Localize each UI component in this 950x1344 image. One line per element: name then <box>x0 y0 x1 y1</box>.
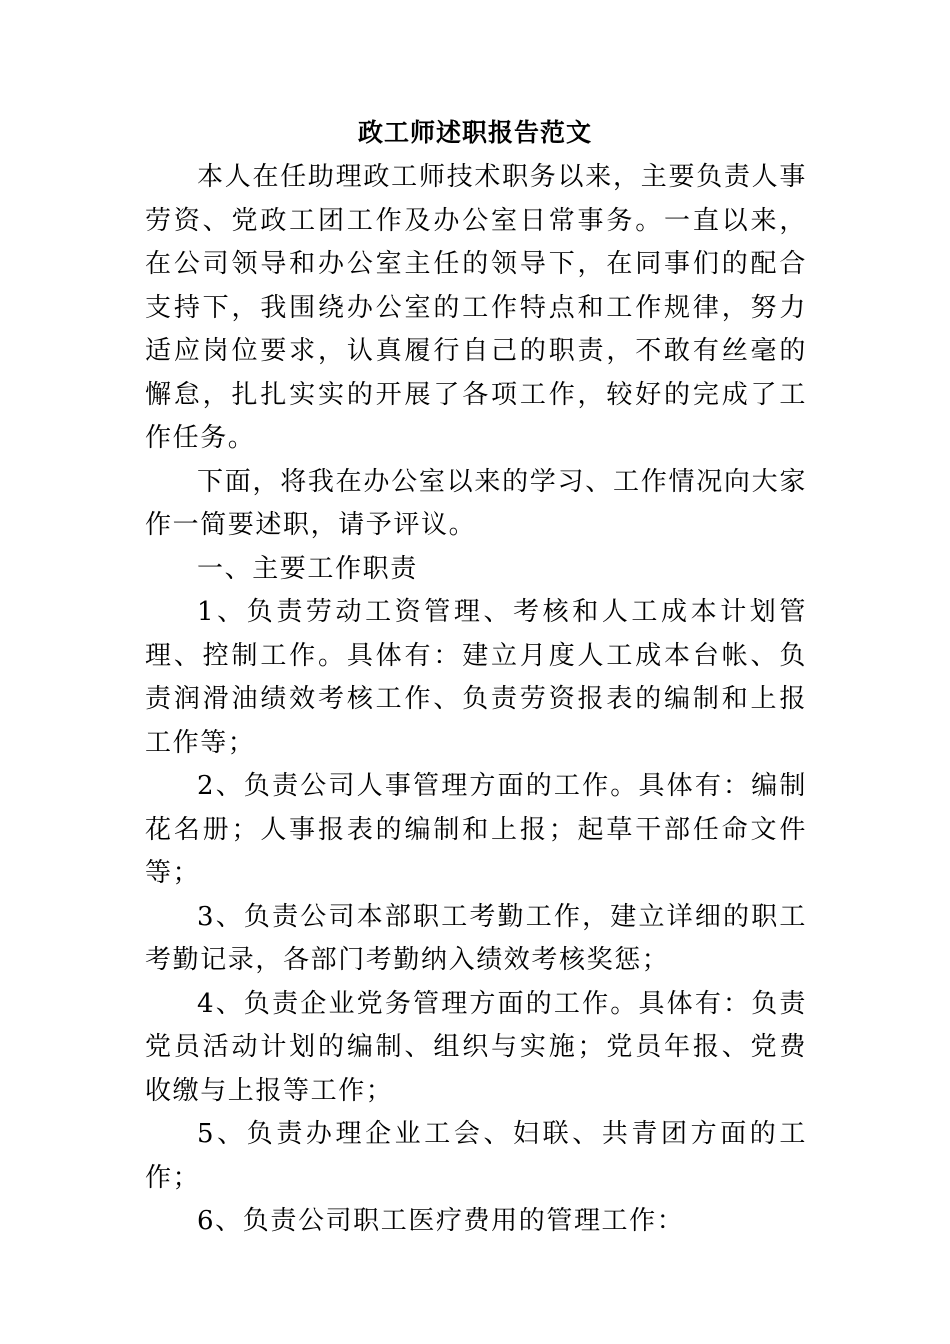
section-heading-main-duties: 一、主要工作职责 <box>197 553 418 584</box>
document-title: 政工师述职报告范文 <box>357 118 592 147</box>
duty-item-3: 3、负责公司本部职工考勤工作，建立详细的职工考勤记录，各部门考勤纳入绩效考核奖惩； <box>145 901 807 975</box>
duty-item-4: 4、负责企业党务管理方面的工作。具体有：负责党员活动计划的编制、组织与实施；党员年报、党费收缴与上报等工作； <box>145 988 807 1106</box>
paragraph-intro: 本人在任助理政工师技术职务以来，主要负责人事劳资、党政工团工作及办公室日常事务。一直以来，在公司领导和办公室主任的领导下，在同事们的配合支持下，我围绕办公室的工作特点和工作规律，努力适应岗位要求，认真履行自己的职责，不敢有丝毫的懈怠，扎扎实实的开展了各项工作，较好的完成了工作任务。 <box>145 162 807 453</box>
duty-item-5: 5、负责办理企业工会、妇联、共青团方面的工作； <box>145 1119 807 1193</box>
paragraph-report-intro: 下面，将我在办公室以来的学习、工作情况向大家作一简要述职，请予评议。 <box>145 466 807 540</box>
duty-item-6: 6、负责公司职工医疗费用的管理工作： <box>197 1206 685 1236</box>
document-body <box>145 156 807 1244</box>
duty-item-2: 2、负责公司人事管理方面的工作。具体有：编制花名册；人事报表的编制和上报；起草干部任命文件等； <box>145 771 807 888</box>
duty-item-1: 1、负责劳动工资管理、考核和人工成本计划管理、控制工作。具体有：建立月度人工成本台帐、负责润滑油绩效考核工作、负责劳资报表的编制和上报工作等； <box>145 597 807 758</box>
